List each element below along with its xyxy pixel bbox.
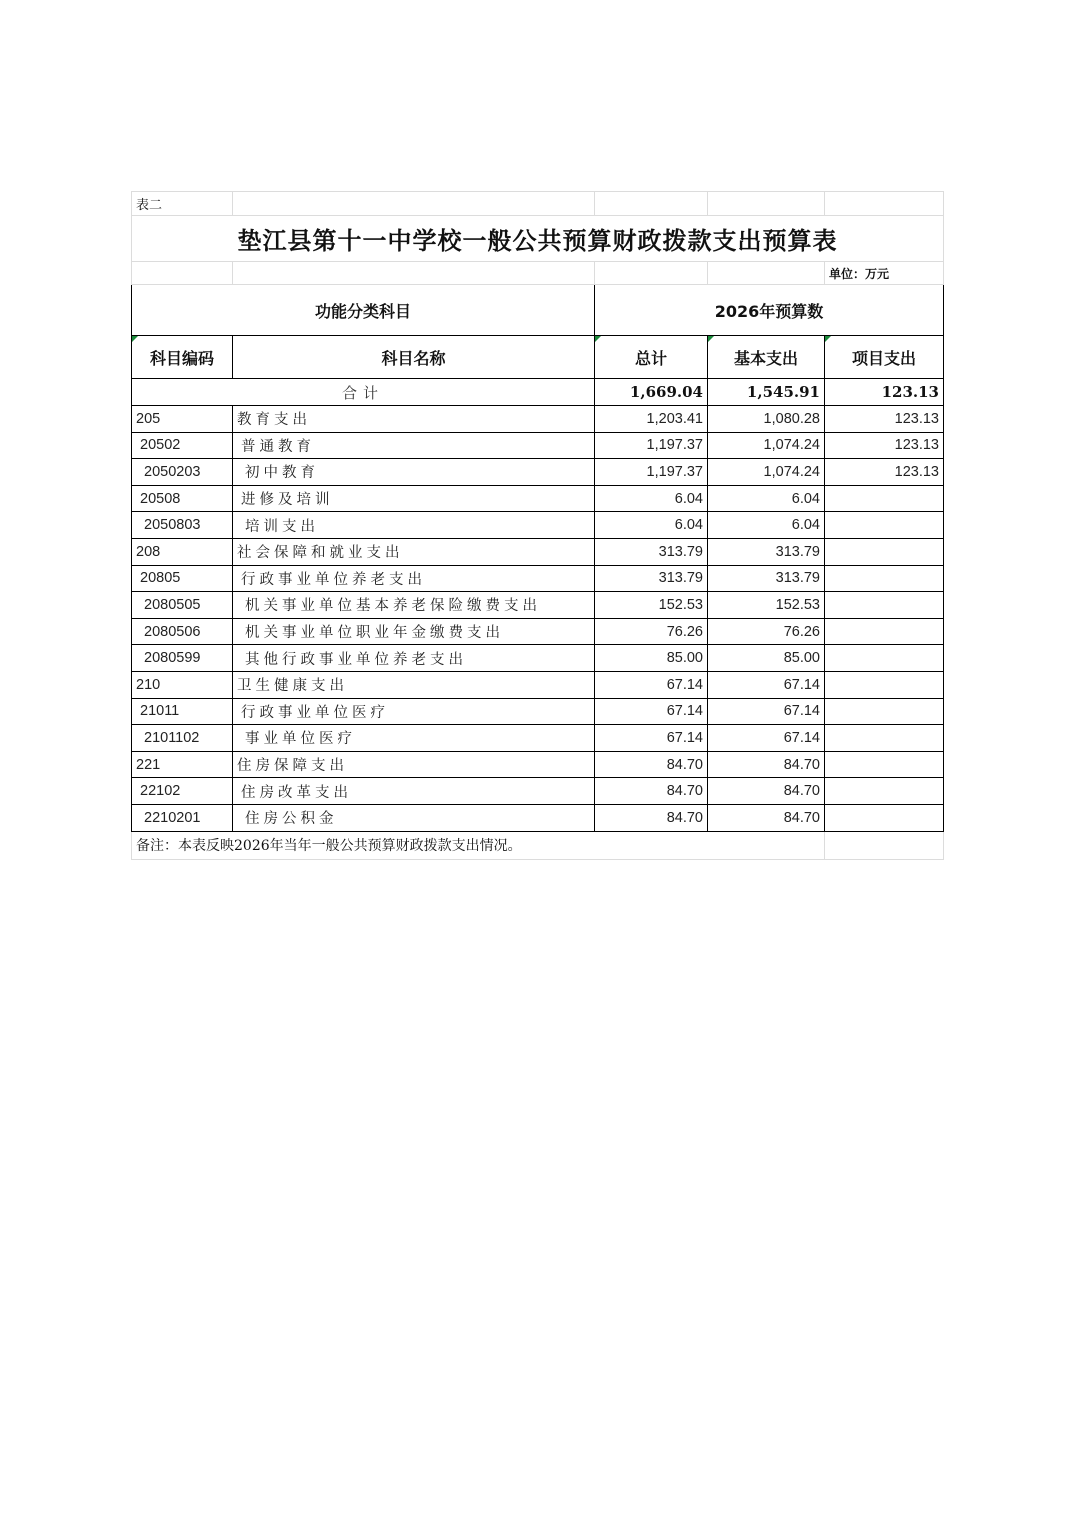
- row-total: 84.70: [595, 804, 708, 831]
- row-total: 84.70: [595, 778, 708, 805]
- row-project: [825, 618, 944, 645]
- row-basic: 313.79: [708, 538, 825, 565]
- cell-marker-icon: [825, 336, 831, 342]
- header-group-row: [132, 285, 944, 336]
- note-row: [132, 831, 944, 859]
- header-project: 项目支出: [825, 336, 944, 379]
- row-total: 6.04: [595, 485, 708, 512]
- row-project: [825, 485, 944, 512]
- table-row: [132, 778, 944, 805]
- table-label: 表二: [132, 192, 233, 216]
- row-name: 行政事业单位养老支出: [233, 565, 595, 592]
- header-basic: 基本支出: [708, 336, 825, 379]
- row-project: [825, 751, 944, 778]
- row-project: [825, 512, 944, 539]
- row-total: 152.53: [595, 592, 708, 619]
- header-budget-year: 2026年预算数: [595, 285, 944, 336]
- row-project: [825, 592, 944, 619]
- row-basic: 84.70: [708, 778, 825, 805]
- row-name: 其他行政事业单位养老支出: [233, 645, 595, 672]
- row-basic: 76.26: [708, 618, 825, 645]
- table-row: [132, 804, 944, 831]
- row-project: 123.13: [825, 406, 944, 433]
- row-code: 208: [132, 538, 233, 565]
- row-basic: 152.53: [708, 592, 825, 619]
- row-total: 67.14: [595, 671, 708, 698]
- table-row: [132, 671, 944, 698]
- row-basic: 6.04: [708, 512, 825, 539]
- row-basic: 6.04: [708, 485, 825, 512]
- row-code: 2080599: [132, 645, 233, 672]
- row-code: 20508: [132, 485, 233, 512]
- total-project: 123.13: [825, 379, 944, 406]
- row-code: 2210201: [132, 804, 233, 831]
- row-name: 普通教育: [233, 432, 595, 459]
- row-project: 123.13: [825, 432, 944, 459]
- row-total: 1,203.41: [595, 406, 708, 433]
- budget-table: [131, 191, 944, 860]
- row-project: [825, 565, 944, 592]
- row-basic: 1,074.24: [708, 432, 825, 459]
- row-name: 机关事业单位职业年金缴费支出: [233, 618, 595, 645]
- row-project: [825, 725, 944, 752]
- row-total: 67.14: [595, 698, 708, 725]
- row-name: 初中教育: [233, 459, 595, 486]
- total-basic: 1,545.91: [708, 379, 825, 406]
- row-total: 85.00: [595, 645, 708, 672]
- table-label-row: [132, 192, 944, 216]
- row-total: 76.26: [595, 618, 708, 645]
- row-name: 培训支出: [233, 512, 595, 539]
- header-name: 科目名称: [233, 336, 595, 379]
- row-basic: 1,074.24: [708, 459, 825, 486]
- table-row: [132, 406, 944, 433]
- row-total: 6.04: [595, 512, 708, 539]
- row-code: 2101102: [132, 725, 233, 752]
- row-basic: 84.70: [708, 804, 825, 831]
- total-row: [132, 379, 944, 406]
- table-row: [132, 645, 944, 672]
- row-code: 2080505: [132, 592, 233, 619]
- row-project: 123.13: [825, 459, 944, 486]
- table-row: [132, 512, 944, 539]
- row-code: 2050803: [132, 512, 233, 539]
- header-total: 总计: [595, 336, 708, 379]
- table-row: [132, 698, 944, 725]
- row-basic: 67.14: [708, 698, 825, 725]
- row-basic: 67.14: [708, 725, 825, 752]
- row-name: 卫生健康支出: [233, 671, 595, 698]
- row-basic: 85.00: [708, 645, 825, 672]
- row-name: 行政事业单位医疗: [233, 698, 595, 725]
- row-total: 84.70: [595, 751, 708, 778]
- cell-marker-icon: [132, 336, 138, 342]
- header-column-row: [132, 336, 944, 379]
- row-project: [825, 645, 944, 672]
- total-total: 1,669.04: [595, 379, 708, 406]
- row-total: 313.79: [595, 538, 708, 565]
- page-title: 垫江县第十一中学校一般公共预算财政拨款支出预算表: [132, 216, 944, 262]
- row-total: 1,197.37: [595, 432, 708, 459]
- row-name: 社会保障和就业支出: [233, 538, 595, 565]
- table-row: [132, 592, 944, 619]
- row-name: 住房保障支出: [233, 751, 595, 778]
- row-code: 210: [132, 671, 233, 698]
- row-code: 205: [132, 406, 233, 433]
- table-row: [132, 485, 944, 512]
- row-basic: 313.79: [708, 565, 825, 592]
- row-code: 2050203: [132, 459, 233, 486]
- row-total: 1,197.37: [595, 459, 708, 486]
- budget-sheet: [131, 191, 943, 860]
- table-row: [132, 565, 944, 592]
- table-row: [132, 618, 944, 645]
- unit-row: [132, 262, 944, 285]
- row-total: 67.14: [595, 725, 708, 752]
- title-row: [132, 216, 944, 262]
- total-label: 合计: [132, 379, 595, 406]
- row-code: 22102: [132, 778, 233, 805]
- table-row: [132, 538, 944, 565]
- row-project: [825, 671, 944, 698]
- row-basic: 67.14: [708, 671, 825, 698]
- row-name: 住房改革支出: [233, 778, 595, 805]
- row-project: [825, 778, 944, 805]
- row-code: 21011: [132, 698, 233, 725]
- row-code: 221: [132, 751, 233, 778]
- header-function-classification: 功能分类科目: [132, 285, 595, 336]
- table-row: [132, 725, 944, 752]
- table-row: [132, 432, 944, 459]
- row-name: 教育支出: [233, 406, 595, 433]
- table-row: [132, 751, 944, 778]
- row-basic: 1,080.28: [708, 406, 825, 433]
- row-name: 住房公积金: [233, 804, 595, 831]
- row-project: [825, 698, 944, 725]
- note-text: 备注：本表反映2026年当年一般公共预算财政拨款支出情况。: [132, 831, 825, 859]
- row-name: 机关事业单位基本养老保险缴费支出: [233, 592, 595, 619]
- row-code: 2080506: [132, 618, 233, 645]
- row-project: [825, 804, 944, 831]
- data-rows: [132, 406, 944, 832]
- row-basic: 84.70: [708, 751, 825, 778]
- row-name: 进修及培训: [233, 485, 595, 512]
- row-code: 20502: [132, 432, 233, 459]
- row-total: 313.79: [595, 565, 708, 592]
- header-code: 科目编码: [132, 336, 233, 379]
- row-name: 事业单位医疗: [233, 725, 595, 752]
- cell-marker-icon: [708, 336, 714, 342]
- table-row: [132, 459, 944, 486]
- unit-label: 单位：万元: [825, 262, 944, 285]
- cell-marker-icon: [595, 336, 601, 342]
- row-project: [825, 538, 944, 565]
- row-code: 20805: [132, 565, 233, 592]
